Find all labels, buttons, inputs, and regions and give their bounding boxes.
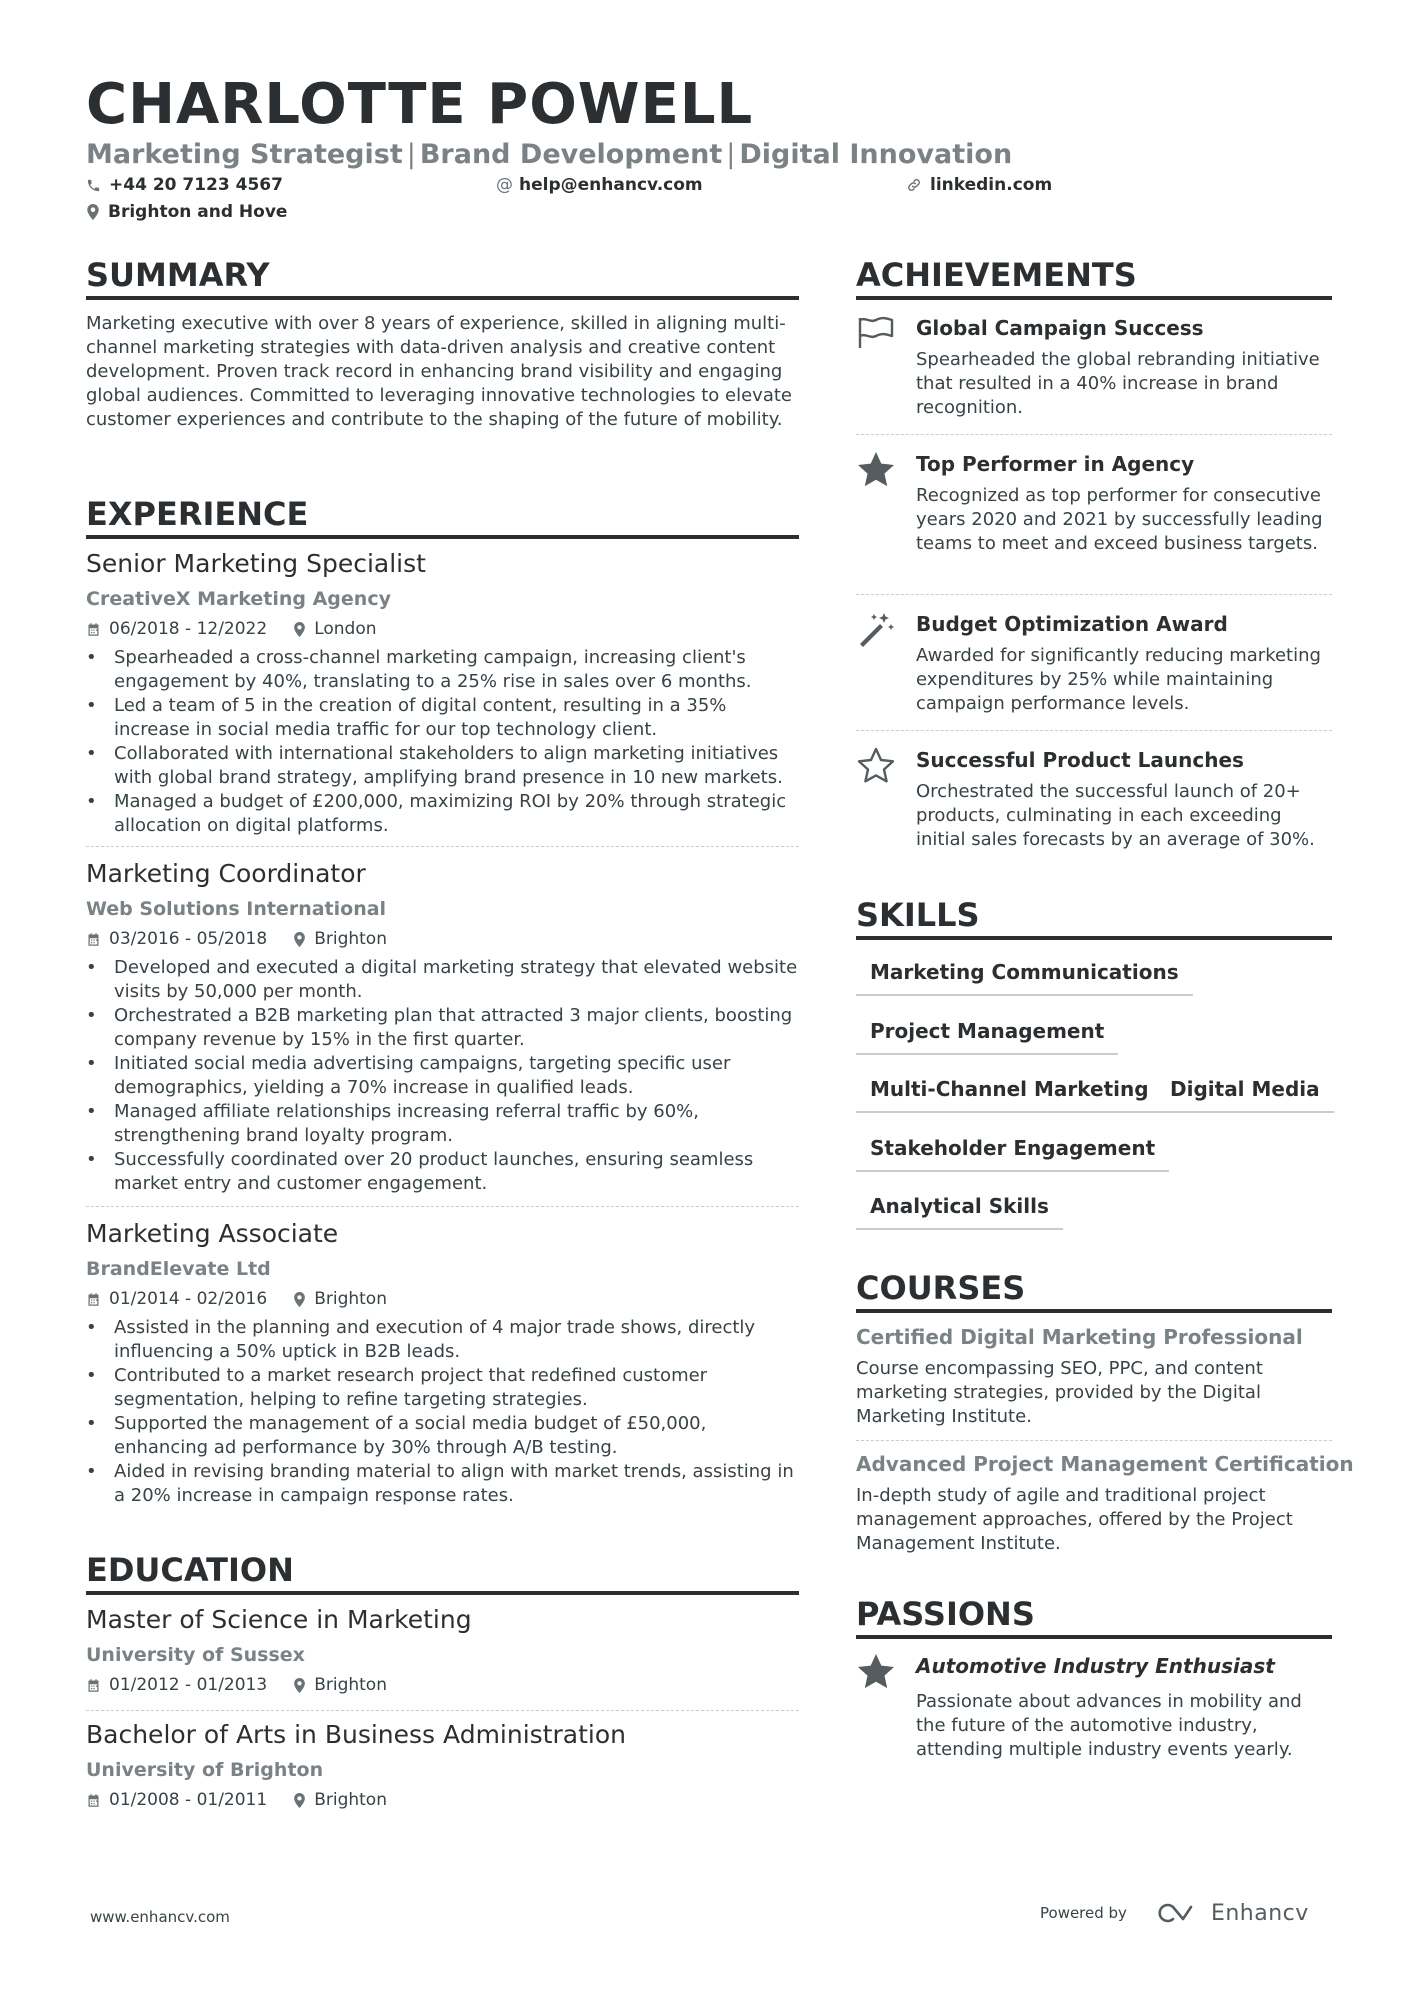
course-item: [856, 1450, 1354, 1556]
job-location: [293, 928, 387, 950]
experience-rule: [86, 535, 799, 539]
location-pin-icon: [293, 932, 306, 947]
title-part: Digital Innovation: [739, 139, 1013, 170]
school: University of Brighton: [86, 1759, 324, 1781]
school: University of Sussex: [86, 1644, 305, 1666]
title-separator: |: [406, 139, 416, 170]
job-location: [293, 618, 376, 640]
bullet-item: • Supported the management of a social media budget of £50,000, enhancing ad performance by 30% through A/B testing.: [86, 1412, 798, 1460]
skill-tag: Project Management: [856, 1017, 1118, 1055]
achievement-desc: Spearheaded the global rebranding initiative that resulted in a 40% increase in brand recognition.: [916, 349, 1320, 418]
star-filled-icon: [856, 450, 896, 490]
skill-tag: Stakeholder Engagement: [856, 1134, 1169, 1172]
footer-website[interactable]: www.enhancv.com: [90, 1908, 230, 1926]
candidate-title: [86, 138, 1012, 172]
experience-heading: EXPERIENCE: [86, 495, 309, 533]
education-location-text: Brighton: [314, 1675, 387, 1695]
education-meta: [86, 1674, 798, 1696]
calendar-icon: [86, 622, 101, 637]
skill-tag: Digital Media: [1156, 1075, 1334, 1113]
bullet-item: • Contributed to a market research project that redefined customer segmentation, helping to refine targeting strategies.: [86, 1364, 798, 1412]
education-heading: EDUCATION: [86, 1551, 294, 1589]
achievement-desc: Awarded for significantly reducing marketing expenditures by 25% while maintaining campaign performance levels.: [916, 645, 1321, 714]
job-dates-text: 06/2018 - 12/2022: [109, 619, 268, 639]
calendar-icon: [86, 932, 101, 947]
job-role: Marketing Associate: [86, 1219, 339, 1248]
achievements-rule: [856, 296, 1332, 300]
link-icon: [906, 177, 922, 193]
skills-rule: [856, 936, 1332, 940]
achievement-item: [856, 746, 1332, 866]
course-desc: In-depth study of agile and traditional project management approaches, offered by the Project Management Institute.: [856, 1485, 1293, 1554]
education-entry: [86, 1719, 798, 1811]
bullet-item: • Aided in revising branding material to align with market trends, assisting in a 20% increase in campaign response rates.: [86, 1460, 798, 1508]
courses-heading: COURSES: [856, 1269, 1026, 1307]
education-dates: [86, 1789, 267, 1811]
footer-branding[interactable]: [1040, 1900, 1309, 1926]
skill-tag: Marketing Communications: [856, 958, 1193, 996]
location-pin-icon: [86, 204, 100, 220]
summary-text: Marketing executive with over 8 years of experience, skilled in aligning multi-channel marketing strategies with data-driven analysis and creative content development. Proven track record in enhancing brand visibility and engaging global audiences. Committed to leveraging innovative technologies to elevate customer experiences and contribute to the shaping of the future of mobility.: [86, 313, 792, 430]
education-dates-text: 01/2008 - 01/2011: [109, 1790, 268, 1810]
education-rule: [86, 1591, 799, 1595]
education-entry: [86, 1604, 798, 1696]
powered-by-text: Powered by: [1040, 1904, 1127, 1922]
title-separator: |: [726, 139, 736, 170]
job-bullets: [86, 646, 798, 838]
candidate-name: CHARLOTTE POWELL: [86, 72, 754, 137]
education-location-text: Brighton: [314, 1790, 387, 1810]
passions-heading: PASSIONS: [856, 1595, 1035, 1633]
job-dates: [86, 618, 267, 640]
contact-phone[interactable]: [86, 174, 283, 196]
achievement-item: [856, 314, 1332, 434]
job-dates-text: 01/2014 - 02/2016: [109, 1289, 268, 1309]
contact-linkedin[interactable]: [906, 174, 1052, 196]
bullet-item: • Managed affiliate relationships increasing referral traffic by 60%, strengthening brand loyalty program.: [86, 1100, 798, 1148]
bullet-item: • Successfully coordinated over 20 product launches, ensuring seamless market entry and customer engagement.: [86, 1148, 798, 1196]
skill-tag: Multi-Channel Marketing: [856, 1075, 1163, 1113]
achievement-title: Global Campaign Success: [916, 316, 1204, 340]
job-bullets: [86, 1316, 798, 1508]
passion-desc: Passionate about advances in mobility and the future of the automotive industry, attending multiple industry events yearly.: [916, 1691, 1302, 1760]
star-outline-icon: [856, 746, 896, 786]
achievement-title: Successful Product Launches: [916, 748, 1244, 772]
job-dates: [86, 1288, 267, 1310]
job-meta: [86, 928, 798, 950]
title-part: Marketing Strategist: [86, 139, 403, 170]
achievement-divider: [856, 594, 1332, 595]
location-text: Brighton and Hove: [108, 202, 288, 222]
bullet-item: • Orchestrated a B2B marketing plan that attracted 3 major clients, boosting company revenue by 15% in the first quarter.: [86, 1004, 798, 1052]
summary-heading: SUMMARY: [86, 256, 270, 294]
job-dates-text: 03/2016 - 05/2018: [109, 929, 268, 949]
job-bullets: [86, 956, 798, 1196]
location-pin-icon: [293, 1292, 306, 1307]
magic-wand-icon: [856, 610, 896, 650]
degree: Master of Science in Marketing: [86, 1605, 472, 1634]
location-pin-icon: [293, 1678, 306, 1693]
bullet-item: • Led a team of 5 in the creation of digital content, resulting in a 35% increase in social media traffic for our top technology client.: [86, 694, 798, 742]
job-location: [293, 1288, 387, 1310]
contact-location: [86, 201, 287, 223]
course-divider: [856, 1440, 1332, 1441]
calendar-icon: [86, 1292, 101, 1307]
bullet-item: • Managed a budget of £200,000, maximizing ROI by 20% through strategic allocation on digital platforms.: [86, 790, 798, 838]
linkedin-text: linkedin.com: [930, 175, 1053, 195]
job-meta: [86, 1288, 798, 1310]
skill-tag: Analytical Skills: [856, 1192, 1063, 1230]
job-role: Senior Marketing Specialist: [86, 549, 426, 578]
achievement-divider: [856, 434, 1332, 435]
achievement-title: Budget Optimization Award: [916, 612, 1228, 636]
passion-title: Automotive Industry Enthusiast: [916, 1654, 1275, 1678]
education-meta: [86, 1789, 798, 1811]
job-entry: [86, 858, 798, 1196]
education-dates-text: 01/2012 - 01/2013: [109, 1675, 268, 1695]
job-meta: [86, 618, 798, 640]
course-desc: Course encompassing SEO, PPC, and content marketing strategies, provided by the Digital Marketing Institute.: [856, 1358, 1263, 1427]
calendar-icon: [86, 1793, 101, 1808]
job-location-text: Brighton: [314, 1289, 387, 1309]
phone-text: +44 20 7123 4567: [109, 175, 283, 195]
passion-item: [856, 1652, 1332, 1772]
education-divider: [86, 1710, 799, 1711]
job-company: BrandElevate Ltd: [86, 1258, 271, 1280]
education-location: [293, 1789, 387, 1811]
brand-name: Enhancv: [1210, 1900, 1309, 1926]
job-divider: [86, 1206, 799, 1207]
education-dates: [86, 1674, 267, 1696]
bullet-item: • Assisted in the planning and execution of 4 major trade shows, directly influencing a 50% uptick in B2B leads.: [86, 1316, 798, 1364]
location-pin-icon: [293, 622, 306, 637]
education-location: [293, 1674, 387, 1696]
achievement-divider: [856, 730, 1332, 731]
email-text: help@enhancv.com: [519, 175, 703, 195]
job-location-text: Brighton: [314, 929, 387, 949]
calendar-icon: [86, 1678, 101, 1693]
achievement-desc: Orchestrated the successful launch of 20+ products, culminating in each exceeding initial sales forecasts by an average of 30%.: [916, 781, 1315, 850]
job-location-text: London: [314, 619, 377, 639]
achievements-heading: ACHIEVEMENTS: [856, 256, 1137, 294]
at-icon: @: [496, 175, 513, 195]
course-title: Advanced Project Management Certification: [856, 1452, 1354, 1476]
summary-rule: [86, 296, 799, 300]
achievement-item: [856, 450, 1332, 590]
enhancv-logo-icon: [1153, 1900, 1203, 1926]
passions-rule: [856, 1635, 1332, 1639]
job-entry: [86, 1218, 798, 1508]
course-item: [856, 1323, 1332, 1429]
job-entry: [86, 548, 798, 838]
job-company: CreativeX Marketing Agency: [86, 588, 391, 610]
bullet-item: • Spearheaded a cross-channel marketing campaign, increasing client's engagement by 40%, translating to a 25% rise in sales over 6 months.: [86, 646, 798, 694]
bullet-item: • Developed and executed a digital marketing strategy that elevated website visits by 50,000 per month.: [86, 956, 798, 1004]
degree: Bachelor of Arts in Business Administration: [86, 1720, 626, 1749]
location-pin-icon: [293, 1793, 306, 1808]
title-part: Brand Development: [419, 139, 723, 170]
bullet-item: • Collaborated with international stakeholders to align marketing initiatives with global brand strategy, amplifying brand presence in 10 new markets.: [86, 742, 798, 790]
phone-icon: [86, 178, 101, 193]
courses-rule: [856, 1309, 1332, 1313]
achievement-title: Top Performer in Agency: [916, 452, 1195, 476]
job-dates: [86, 928, 267, 950]
star-filled-icon: [856, 1652, 896, 1692]
flag-icon: [856, 314, 896, 354]
course-title: Certified Digital Marketing Professional: [856, 1325, 1303, 1349]
contact-email[interactable]: [496, 174, 703, 196]
bullet-item: • Initiated social media advertising campaigns, targeting specific user demographics, yielding a 70% increase in qualified leads.: [86, 1052, 798, 1100]
skills-heading: SKILLS: [856, 896, 980, 934]
achievement-desc: Recognized as top performer for consecutive years 2020 and 2021 by successfully leading teams to meet and exceed business targets.: [916, 485, 1323, 554]
job-divider: [86, 846, 799, 847]
achievement-item: [856, 610, 1332, 730]
job-role: Marketing Coordinator: [86, 859, 366, 888]
job-company: Web Solutions International: [86, 898, 387, 920]
